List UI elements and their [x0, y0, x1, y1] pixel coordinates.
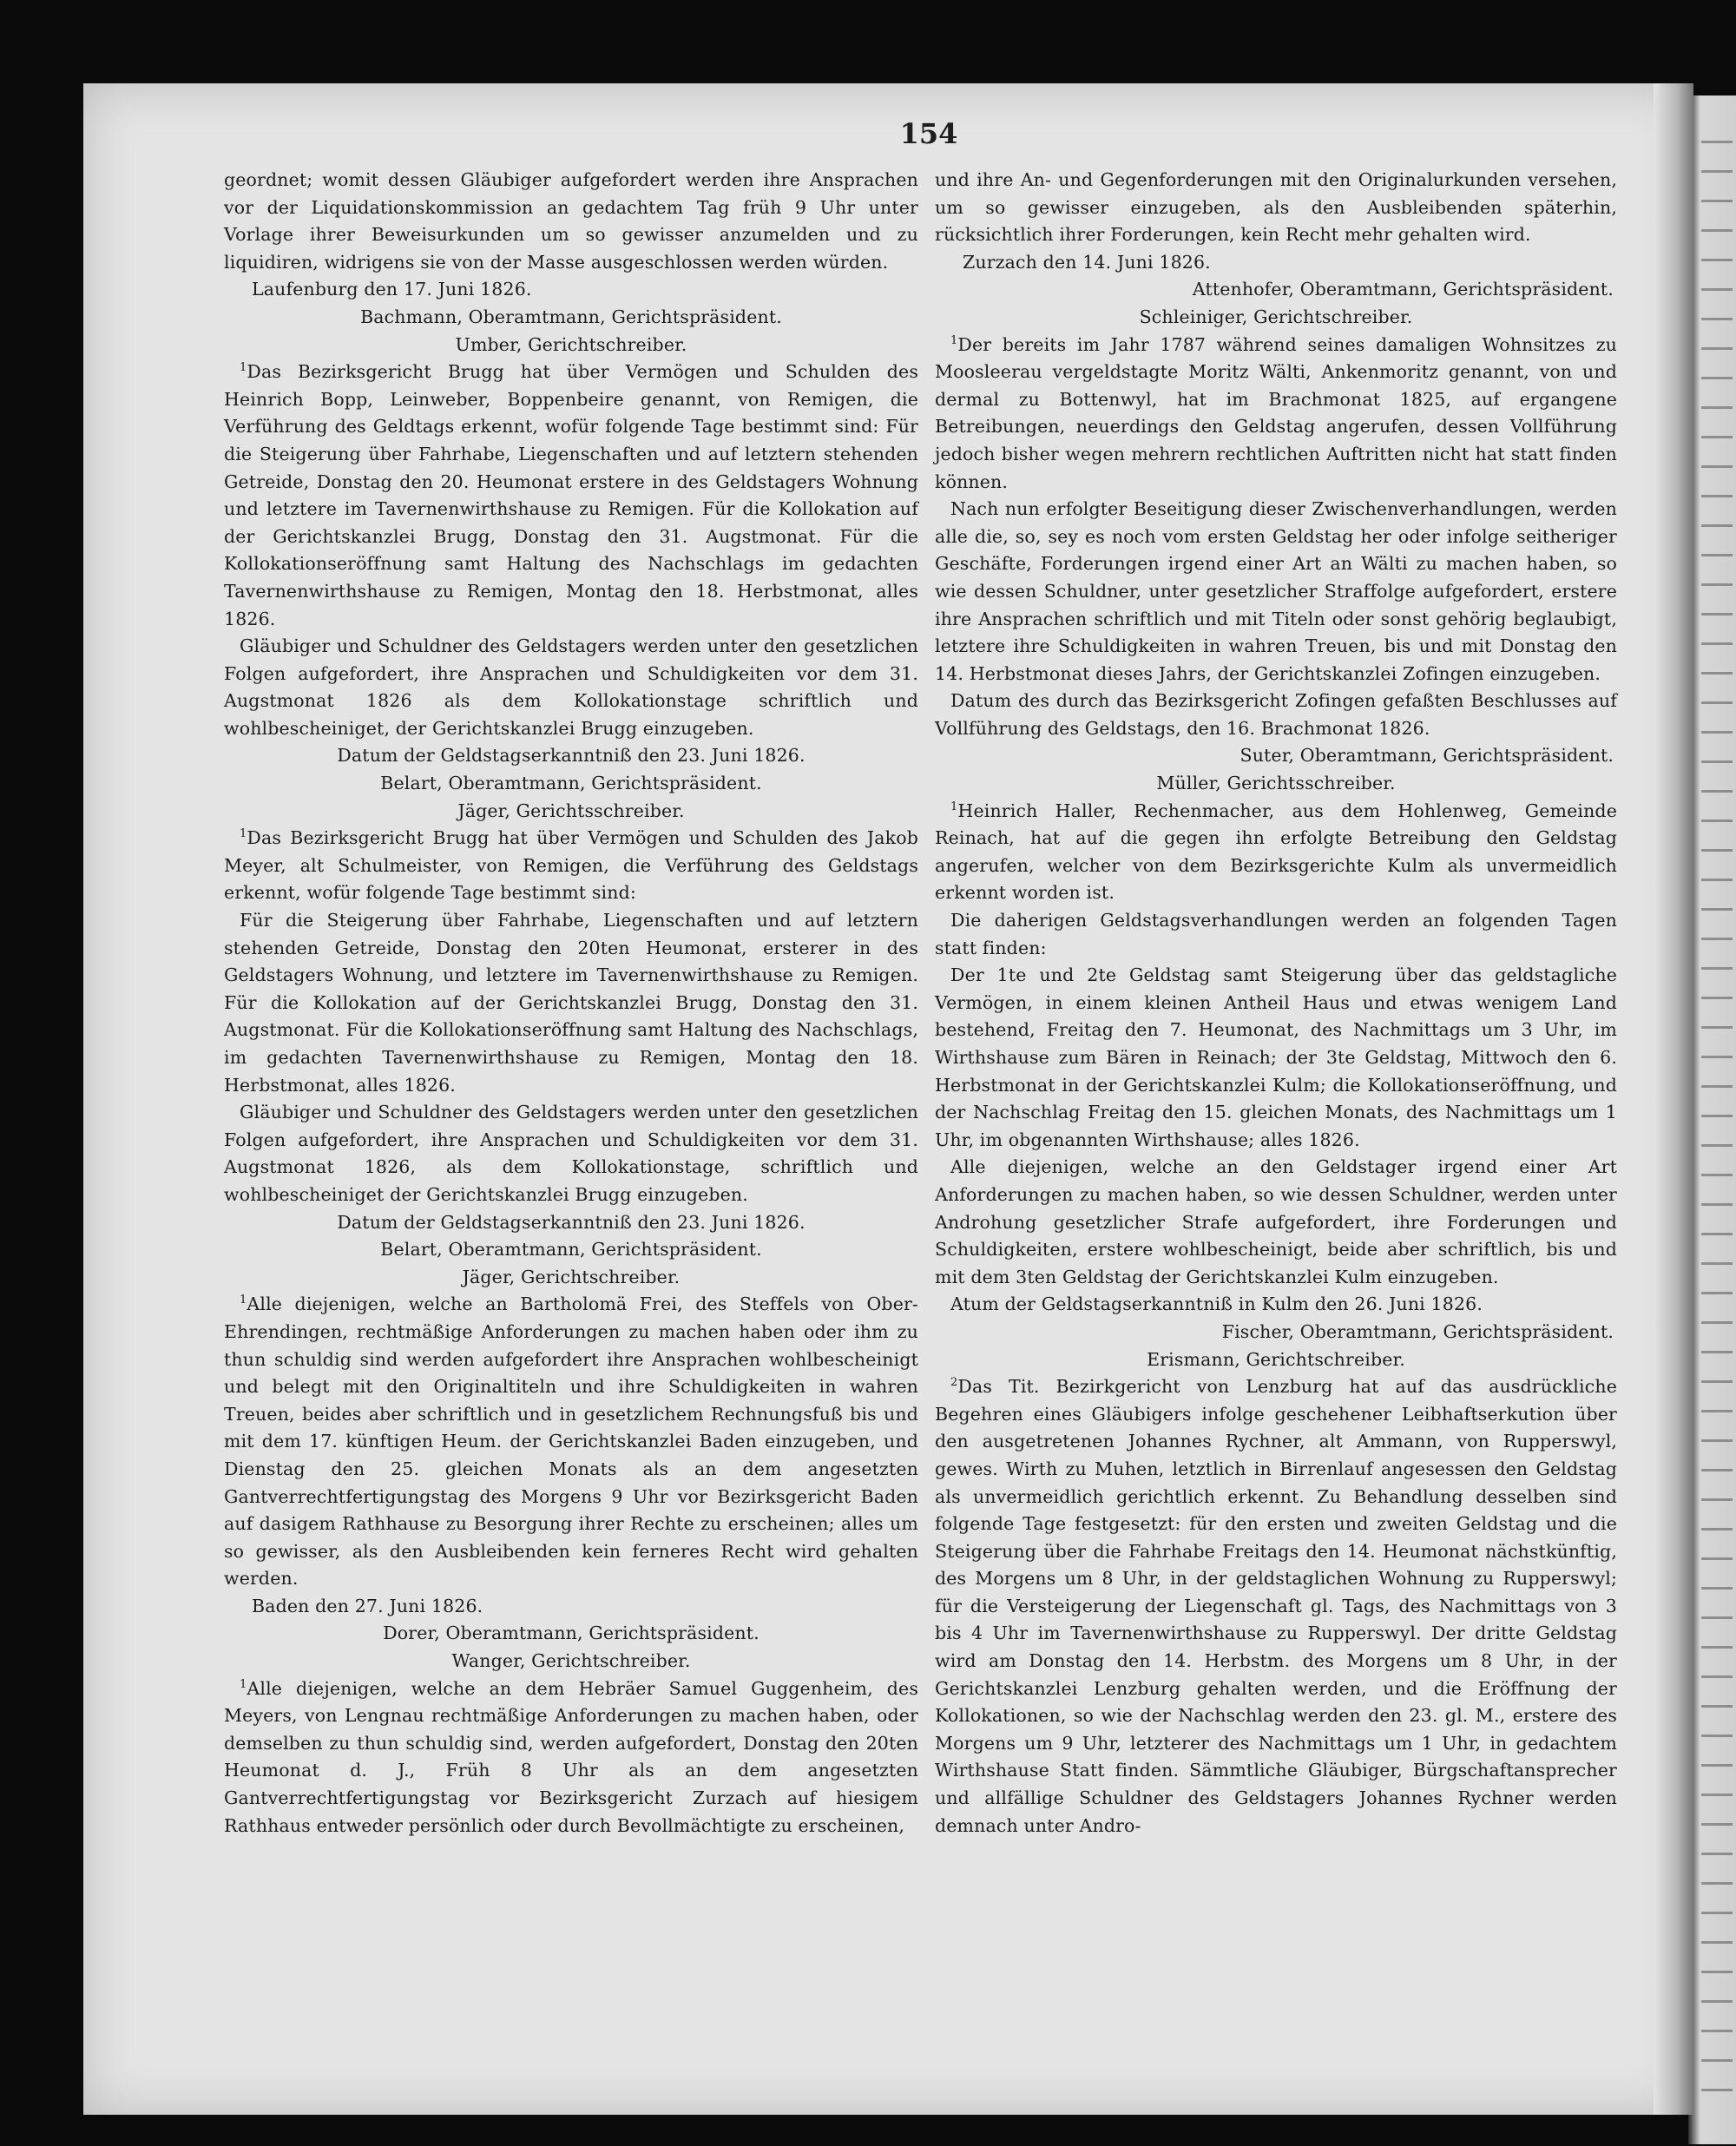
paragraph-text: Nach nun erfolgter Beseitigung dieser Zwischenverhandlungen, werden alle die, so, sey es noch vom ersten Geldstag her oder infolge seitheriger Geschäfte, Forderungen irgend einer Art an Wälti zu machen haben, so wie dessen Schuldner, unter gesetzlicher Straffolge aufgefordert, erstere ihre Ansprachen schriftlich und mit Titeln oder sonst gehörig beglaubigt, letztere ihre Schuldigkeiten in wahren Treuen, bis und mit Donstag den 14. Herbstmonat dieses Jahrs, der Gerichtskanzlei Zofingen einzugeben.	[935, 498, 1617, 684]
notice-paragraph	[224, 825, 918, 907]
paragraph-text: Die daherigen Geldstagsverhandlungen werden an folgenden Tagen statt finden:	[935, 910, 1617, 958]
notice-marker: 1	[240, 1294, 247, 1307]
place-date-line: Zurzach den 14. Juni 1826.	[963, 251, 1211, 273]
signature-line: Fischer, Oberamtmann, Gerichtspräsident.	[1221, 1320, 1614, 1342]
right-column	[935, 167, 1617, 1840]
facing-page-text-fragment	[1701, 122, 1733, 2118]
paragraph-text: Alle diejenigen, welche an den Geldstager irgend einer Art Anforderungen zu machen haben, so wie dessen Schuldner, werden unter Androhung gesetzlicher Strafe aufgefordert, ihre Forderungen und Schuldigkeiten, erstere wohlbescheinigt, beide aber schriftlich, bis und mit dem 3ten Geldstag der Gerichtskanzlei Kulm einzugeben.	[935, 1156, 1617, 1287]
notice-paragraph	[935, 167, 1617, 249]
datum-line: Datum der Geldstagserkanntniß den 23. Juni 1826.	[337, 745, 806, 767]
paragraph-text: Das Tit. Bezirkgericht von Lenzburg hat auf das ausdrückliche Begehren eines Gläubigers infolge geschehener Leibhaftserkution über den ausgetretenen Johannes Rychner, alt Ammann, von Rupperswyl, gewes. Wirth zu Muhen, letztlich in Birrenlauf angesessen den Geldstag als unvermeidlich gerichtlich erkennt. Zu Behandlung desselben sind folgende Tage festgesetzt: für den ersten und zweiten Geldstag und die Steigerung über die Fahrhabe Freitags den 14. Heumonat nächstkünftig, des Morgens um 8 Uhr, in der geldstaglichen Wohnung zu Rupperswyl; für die Versteigerung der Liegenschaft gl. Tags, des Nachmittags von 3 bis 4 Uhr im Tavernenwirthshause zu Rupperswyl. Der dritte Geldstag wird am Donstag den 14. Herbstm. des Morgens um 8 Uhr, in der Gerichtskanzlei Lenzburg gehalten werden, und die Eröffnung der Kollokationen, so wie der Nachschlag werden den 23. gl. M., erstere des Morgens um 9 Uhr, letzterer des Nachmittags um 1 Uhr, in gedachtem Wirthshause Statt finden. Sämmtliche Gläubiger, Bürgschaftansprecher und allfällige Schuldner des Geldstagers Johannes Rychner werden demnach unter Andro-	[935, 1376, 1617, 1836]
place-date-line: Baden den 27. Juni 1826.	[252, 1595, 483, 1616]
signature-line: Müller, Gerichtsschreiber.	[1156, 773, 1396, 794]
signature-line: Dorer, Oberamtmann, Gerichtspräsident.	[383, 1623, 760, 1644]
place-date-line: Laufenburg den 17. Juni 1826.	[252, 279, 532, 300]
notice-paragraph	[224, 1291, 918, 1593]
notice-paragraph	[935, 1291, 1617, 1319]
notice-marker: 1	[950, 333, 958, 347]
paragraph-text: Gläubiger und Schuldner des Geldstagers werden unter den gesetzlichen Folgen aufgefordert, ihre Ansprachen und Schuldigkeiten vor dem 31. Augstmonat 1826 als dem Kollokationstage schriftlich und wohlbescheiniget, der Gerichtskanzlei Brugg einzugeben.	[224, 635, 918, 739]
notice-paragraph	[935, 332, 1617, 497]
paragraph-text: Atum der Geldstagserkanntniß in Kulm den 26. Juni 1826.	[950, 1294, 1483, 1315]
signature-line: Umber, Gerichtschreiber.	[455, 333, 687, 355]
paragraph-text: Das Bezirksgericht Brugg hat über Vermögen und Schulden des Heinrich Bopp, Leinweber, Boppenbeire genannt, von Remigen, die Verführung des Geldtags erkennt, wofür folgende Tage bestimmt sind: Für die Steigerung über Fahrhabe, Liegenschaften und auf letztern stehenden Getreide, Donstag den 20. Heumonat erstere in des Geldstagers Wohnung und letztere im Tavernenwirthshause zu Remigen. Für die Kollokation auf der Gerichtskanzlei Brugg, Donstag den 31. Augstmonat. Für die Kollokationseröffnung samt Haltung des Nachschlags im gedachten Tavernenwirthshause zu Remigen, Montag den 18. Herbstmonat, alles 1826.	[224, 361, 918, 629]
paragraph-text: Das Bezirksgericht Brugg hat über Vermögen und Schulden des Jakob Meyer, alt Schulmeister, von Remigen, die Verführung des Geldstags erkennt, wofür folgende Tage bestimmt sind:	[224, 827, 918, 904]
notice-marker: 1	[240, 827, 247, 841]
paragraph-text: geordnet; womit dessen Gläubiger aufgefordert werden ihre Ansprachen vor der Liquidationskommission an gedachtem Tag früh 9 Uhr unter Vorlage ihrer Beweisurkunden um so gewisser anzumelden und zu liquidiren, widrigens sie von der Masse ausgeschlossen werden würden.	[224, 169, 918, 273]
signature-line: Suter, Oberamtmann, Gerichtspräsident.	[1240, 745, 1614, 767]
signature-line: Schleiniger, Gerichtschreiber.	[1139, 306, 1413, 327]
paragraph-text: Gläubiger und Schuldner des Geldstagers werden unter den gesetzlichen Folgen aufgefordert, ihre Ansprachen und Schuldigkeiten vor dem 31. Augstmonat 1826, als dem Kollokationstage, schriftlich und wohlbescheiniget der Gerichtskanzlei Brugg einzugeben.	[224, 1102, 918, 1205]
notice-paragraph	[224, 1675, 918, 1840]
signature-line: Belart, Oberamtmann, Gerichtspräsident.	[380, 1239, 762, 1261]
signature-line: Wanger, Gerichtschreiber.	[451, 1650, 691, 1672]
notice-paragraph	[224, 1099, 918, 1208]
paragraph-text: Datum des durch das Bezirksgericht Zofingen gefaßten Beschlusses auf Vollführung des Geldstags, den 16. Brachmonat 1826.	[935, 690, 1617, 739]
notice-marker: 1	[240, 361, 247, 375]
notice-paragraph	[224, 167, 918, 276]
paragraph-text: und ihre An- und Gegenforderungen mit den Originalurkunden versehen, um so gewisser einzugeben, als den Ausbleibenden späterhin, rücksichtlich ihrer Forderungen, kein Recht mehr gehalten wird.	[935, 169, 1617, 246]
page-gutter	[1654, 83, 1693, 2115]
paragraph-text: Heinrich Haller, Rechenmacher, aus dem Hohlenweg, Gemeinde Reinach, hat auf die gegen ihn erfolgte Betreibung den Geldstag angerufen, welcher von dem Bezirksgerichte Kulm als unvermeidlich erkennt worden ist.	[935, 800, 1617, 904]
page-number: 154	[899, 117, 958, 150]
signature-line: Belart, Oberamtmann, Gerichtspräsident.	[380, 773, 762, 794]
signature-line: Erismann, Gerichtschreiber.	[1147, 1348, 1405, 1370]
paragraph-text: Alle diejenigen, welche an Bartholomä Frei, des Steffels von Ober-Ehrendingen, rechtmäßige Anforderungen zu machen haben oder ihm zu thun schuldig sind werden aufgefordert ihre Ansprachen wohlbescheinigt und belegt mit den Originaltiteln und ihre Schuldigkeiten in wahren Treuen, beides aber schriftlich und in gesetzlichem Rechnungsfuß bis und mit dem 17. künftigen Heum. der Gerichtskanzlei Baden einzugeben, und Dienstag den 25. gleichen Monats als an dem angesetzten Gantverrechtfertigungstag des Morgens 9 Uhr vor Bezirksgericht Baden auf dasigem Rathhause zu Besorgung ihrer Rechte zu erscheinen; alles um so gewisser, als den Ausbleibenden kein ferneres Recht wird gehalten werden.	[224, 1294, 918, 1590]
notice-paragraph	[935, 798, 1617, 907]
paragraph-text: Für die Steigerung über Fahrhabe, Liegenschaften und auf letztern stehenden Getreide, Donstag den 20ten Heumonat, ersterer in des Geldstagers Wohnung, und letztere im Tavernenwirthshause zu Remigen. Für die Kollokation auf der Gerichtskanzlei Brugg, Donstag den 31. Augstmonat. Für die Kollokationseröffnung samt Haltung des Nachschlags, im gedachten Tavernenwirthshause zu Remigen, Montag den 18. Herbstmonat, alles 1826.	[224, 910, 918, 1096]
signature-line: Jäger, Gerichtsschreiber.	[457, 800, 685, 821]
notice-paragraph	[935, 1154, 1617, 1291]
signature-line: Attenhofer, Oberamtmann, Gerichtspräsident.	[1192, 279, 1614, 300]
paragraph-text: Der bereits im Jahr 1787 während seines damaligen Wohnsitzes zu Moosleerau vergeldstagte Moritz Wälti, Ankenmoritz genannt, von und dermal zu Bottenwyl, hat im Brachmonat 1825, auf ergangene Betreibungen, neuerdings den Geldstag angerufen, dessen Vollführung jedoch bisher wegen mehrern rechtlichen Auftritten nicht hat statt finden können.	[935, 333, 1617, 492]
paragraph-text: Alle diejenigen, welche an dem Hebräer Samuel Guggenheim, des Meyers, von Lengnau rechtmäßige Anforderungen zu machen haben, oder demselben zu thun schuldig sind, werden aufgefordert, Donstag den 20ten Heumonat d. J., Früh 8 Uhr als an dem angesetzten Gantverrechtfertigungstag vor Bezirksgericht Zurzach auf hiesigem Rathhaus entweder persönlich oder durch Bevollmächtigte zu erscheinen,	[224, 1677, 918, 1836]
paragraph-text: Der 1te und 2te Geldstag samt Steigerung über das geldstagliche Vermögen, in einem kleinen Antheil Haus und etwas wenigem Land bestehend, Freitag den 7. Heumonat, des Nachmittags um 3 Uhr, im Wirthshause zum Bären in Reinach; der 3te Geldstag, Mittwoch den 6. Herbstmonat in der Gerichtskanzlei Kulm; die Kollokationseröffnung, und der Nachschlag Freitag den 15. gleichen Monats, des Nachmittags um 1 Uhr, im obgenannten Wirthshause; alles 1826.	[935, 964, 1617, 1150]
signature-line: Jäger, Gerichtschreiber.	[462, 1266, 681, 1287]
notice-paragraph	[935, 907, 1617, 962]
notice-marker: 2	[950, 1376, 958, 1390]
notice-paragraph	[224, 907, 918, 1099]
notice-marker: 1	[950, 800, 958, 813]
notice-marker: 1	[240, 1677, 247, 1691]
notice-paragraph	[935, 496, 1617, 688]
notice-paragraph	[224, 359, 918, 633]
notice-paragraph	[935, 1373, 1617, 1840]
notice-paragraph	[935, 688, 1617, 742]
datum-line: Datum der Geldstagserkanntniß den 23. Juni 1826.	[337, 1211, 806, 1233]
notice-paragraph	[224, 633, 918, 742]
signature-line: Bachmann, Oberamtmann, Gerichtspräsident.	[360, 306, 782, 327]
left-column	[224, 167, 918, 1840]
notice-paragraph	[935, 962, 1617, 1154]
